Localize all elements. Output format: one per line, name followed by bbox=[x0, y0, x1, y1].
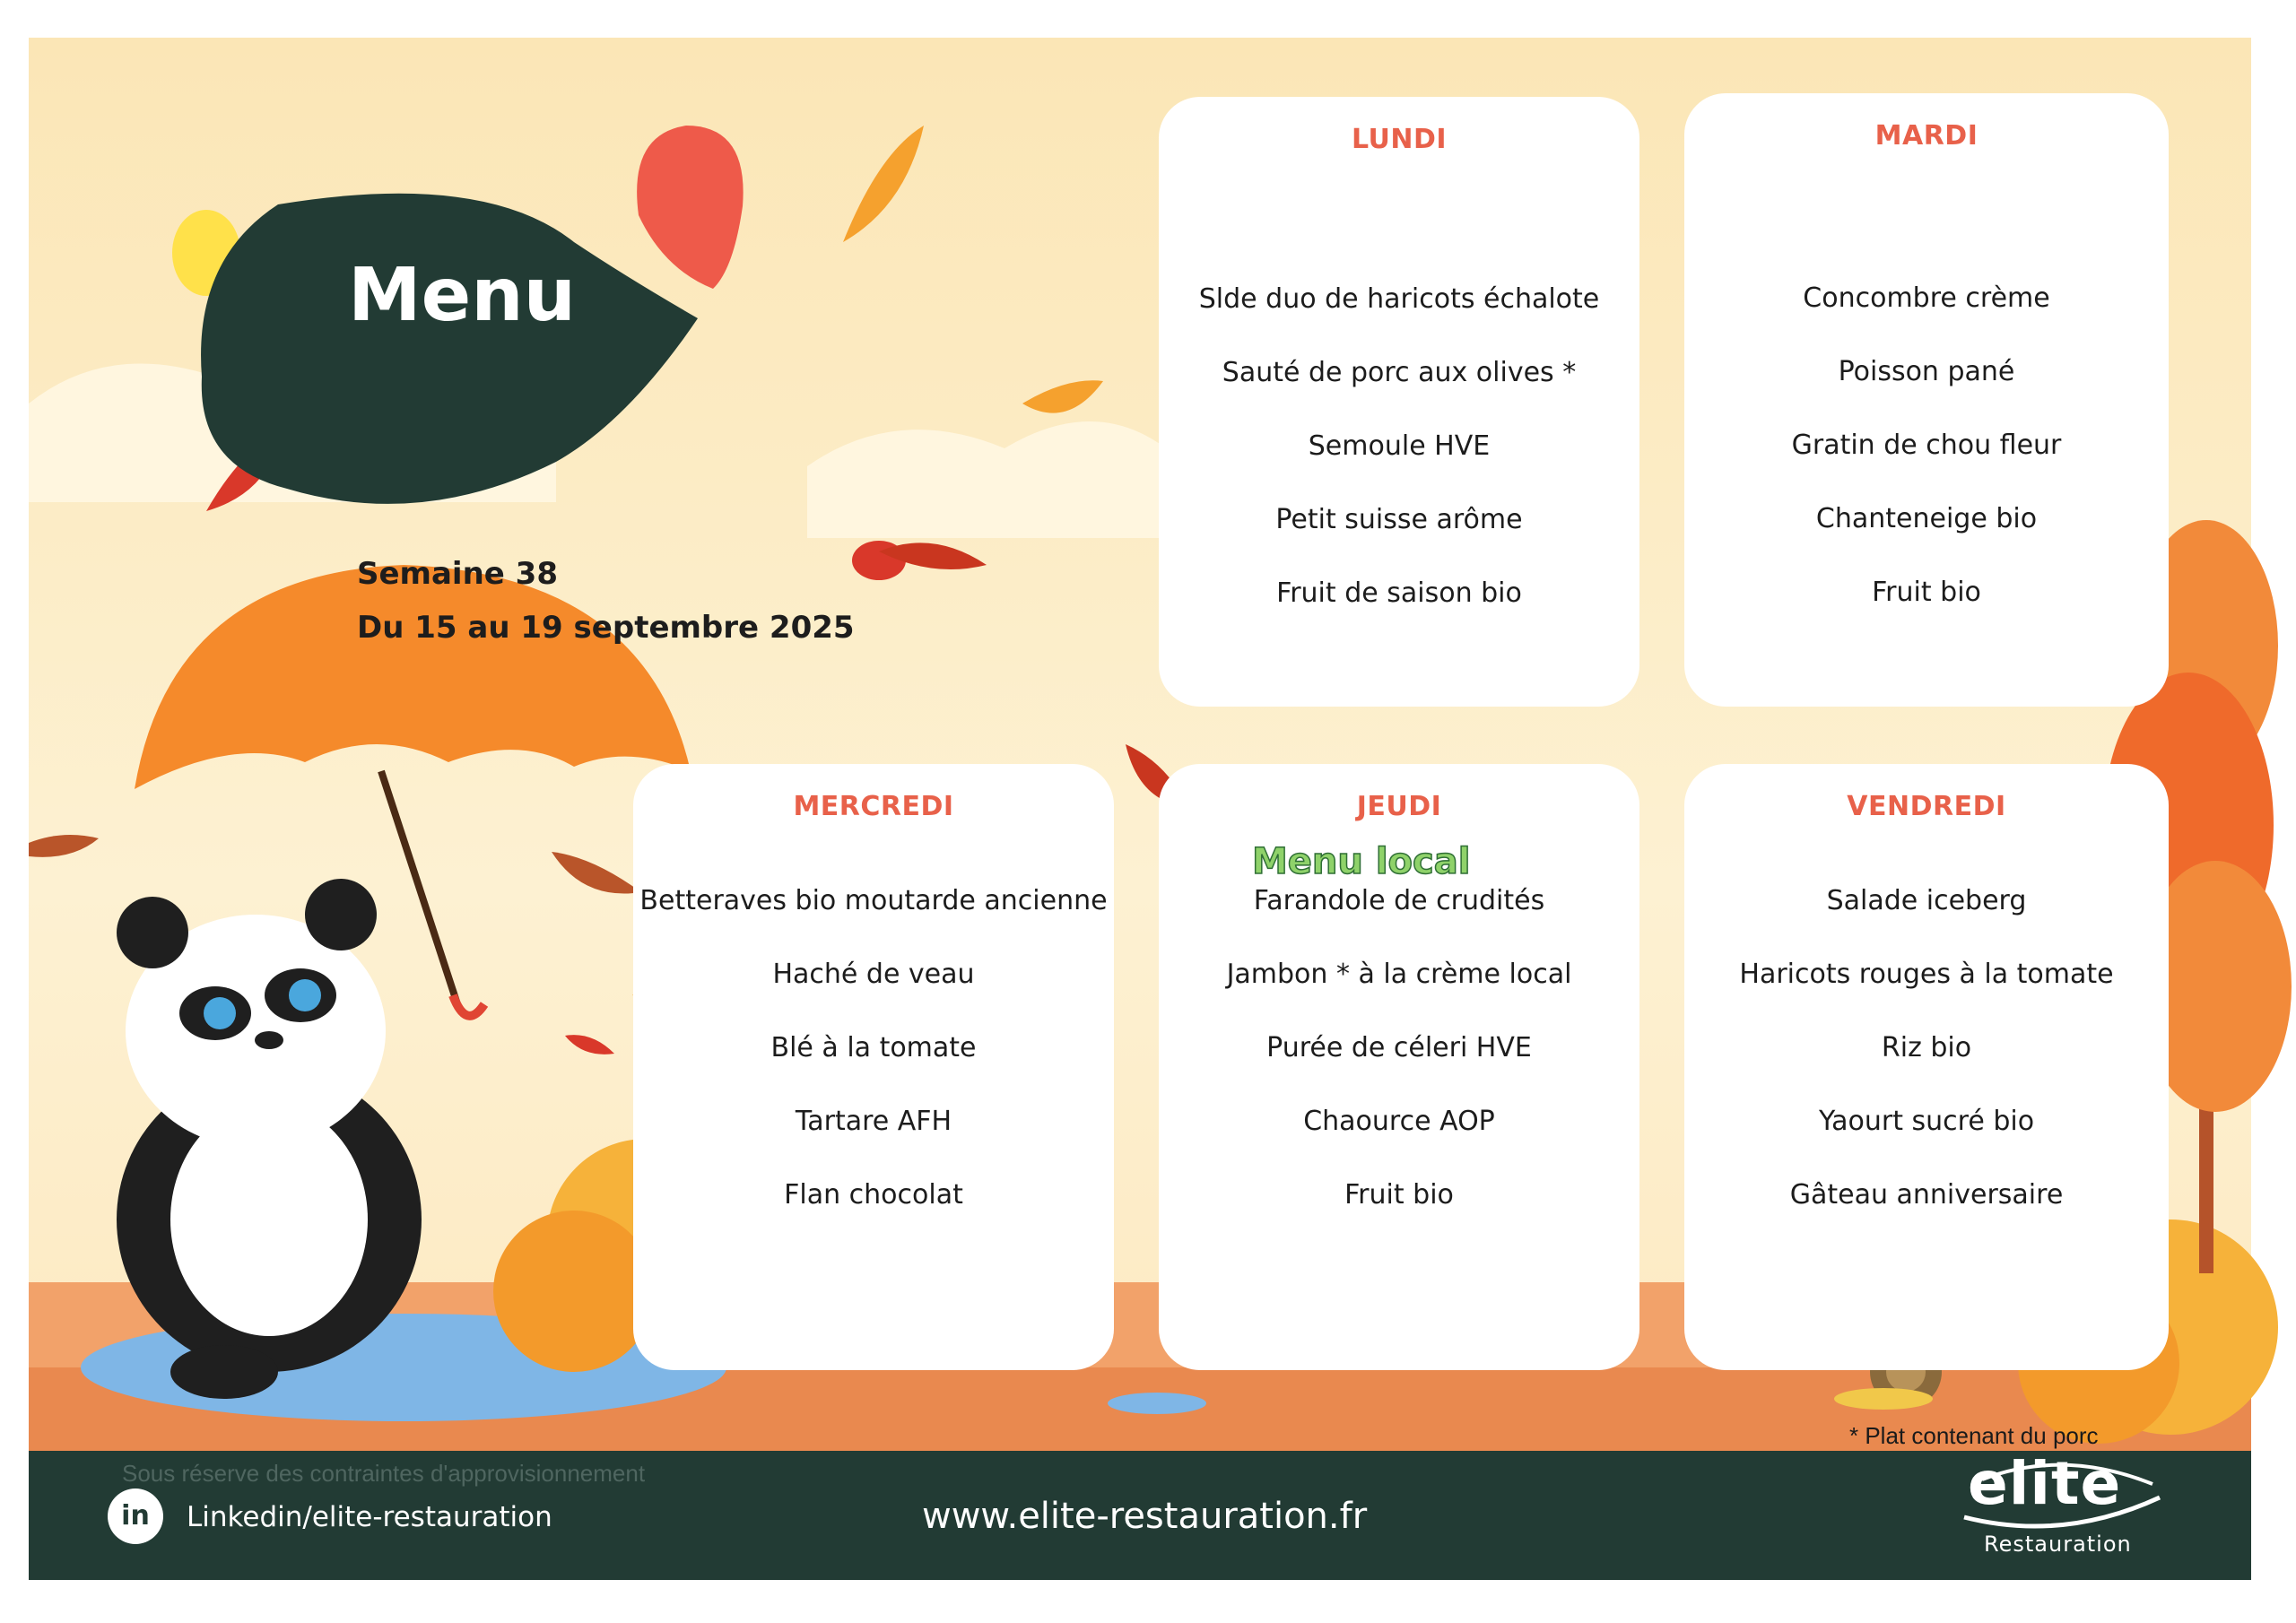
menu-item: Fruit bio bbox=[1872, 577, 1981, 608]
menu-item: Tartare AFH bbox=[795, 1106, 952, 1137]
menu-item: Blé à la tomate bbox=[770, 1032, 977, 1063]
menu-item: Semoule HVE bbox=[1308, 430, 1491, 462]
local-menu-badge: Menu local bbox=[1252, 841, 1471, 882]
menu-item: Sauté de porc aux olives * bbox=[1222, 357, 1577, 388]
menu-item: Salade iceberg bbox=[1826, 885, 2027, 916]
menu-item: Fruit bio bbox=[1344, 1179, 1454, 1211]
menu-item: Poisson pané bbox=[1838, 356, 2015, 387]
menu-item: Jambon * à la crème local bbox=[1226, 959, 1572, 990]
day-title: MERCREDI bbox=[793, 791, 954, 822]
day-card-mardi bbox=[1684, 93, 2169, 707]
menu-item: Betteraves bio moutarde ancienne bbox=[639, 885, 1108, 916]
pork-note: * Plat contenant du porc bbox=[1849, 1422, 2099, 1449]
menu-item: Gratin de chou fleur bbox=[1791, 430, 2062, 461]
menu-item: Fruit de saison bio bbox=[1276, 577, 1522, 609]
linkedin-link[interactable]: Linkedin/elite-restauration bbox=[187, 1501, 552, 1533]
menu-item: Farandole de crudités bbox=[1253, 885, 1545, 916]
menu-item: Slde duo de haricots échalote bbox=[1198, 283, 1600, 315]
day-card-lundi bbox=[1159, 97, 1639, 707]
menu-item: Petit suisse arôme bbox=[1275, 504, 1523, 535]
menu-title: Menu bbox=[348, 253, 576, 338]
website-link[interactable]: www.elite-restauration.fr bbox=[922, 1496, 1368, 1537]
supply-note: Sous réserve des contraintes d'approvisionnement bbox=[122, 1460, 646, 1487]
menu-item: Haricots rouges à la tomate bbox=[1739, 959, 2114, 990]
menu-item: Riz bio bbox=[1881, 1032, 1972, 1063]
day-card-vendredi bbox=[1684, 764, 2169, 1370]
menu-item: Yaourt sucré bio bbox=[1818, 1106, 2035, 1137]
day-card-jeudi bbox=[1159, 764, 1639, 1370]
week-label: Semaine 38 bbox=[357, 556, 558, 592]
week-dates: Du 15 au 19 septembre 2025 bbox=[357, 610, 855, 646]
day-title: MARDI bbox=[1874, 120, 1979, 152]
day-title: VENDREDI bbox=[1847, 791, 2006, 822]
elite-logo-wordmark: elite bbox=[1968, 1449, 2122, 1518]
day-title: LUNDI bbox=[1351, 124, 1448, 155]
menu-item: Gâteau anniversaire bbox=[1789, 1179, 2064, 1211]
elite-logo bbox=[1946, 1444, 2179, 1569]
linkedin-icon-glyph: in bbox=[121, 1500, 150, 1532]
day-card-mercredi bbox=[633, 764, 1114, 1370]
elite-logo-subtitle: Restauration bbox=[1984, 1532, 2132, 1557]
menu-item: Chaource AOP bbox=[1303, 1106, 1495, 1137]
day-title: JEUDI bbox=[1356, 791, 1442, 822]
menu-item: Purée de céleri HVE bbox=[1266, 1032, 1532, 1063]
menu-item: Chanteneige bio bbox=[1815, 503, 2038, 534]
linkedin-icon[interactable] bbox=[108, 1488, 163, 1544]
menu-item: Haché de veau bbox=[772, 959, 975, 990]
menu-item: Flan chocolat bbox=[784, 1179, 963, 1211]
menu-item: Concombre crème bbox=[1803, 282, 2050, 314]
